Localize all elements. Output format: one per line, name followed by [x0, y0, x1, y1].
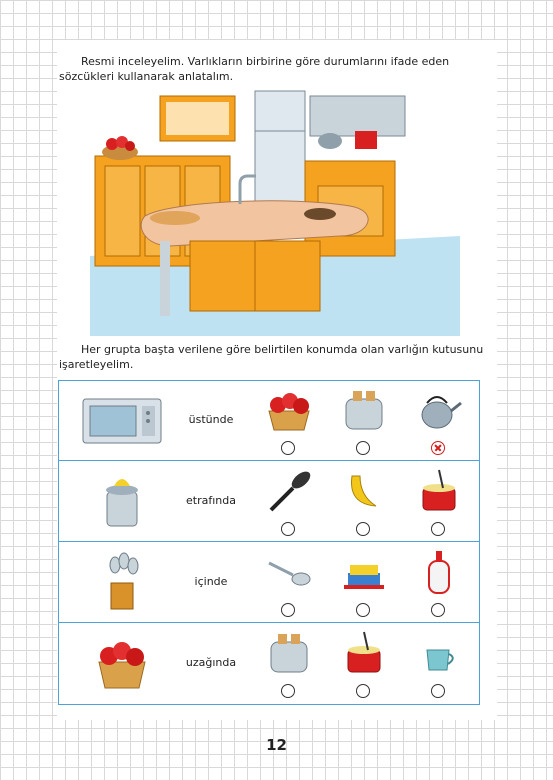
option-3[interactable]	[409, 385, 469, 459]
answer-radio[interactable]	[281, 684, 295, 698]
fruit-basket-icon	[263, 385, 315, 435]
instruction-text: Her grupta başta verilene göre belirtilen konumda olan varlığın kutusunu işaretleyelim.	[59, 343, 484, 371]
position-word: üstünde	[188, 413, 234, 426]
toaster-icon	[338, 385, 390, 435]
toaster-icon	[263, 628, 315, 678]
cooking-pot-icon	[338, 628, 390, 678]
option-1[interactable]	[259, 385, 319, 459]
sponge-icon	[338, 547, 390, 597]
intro-text: Resmi inceleyelim. Varlıkların birbirine göre durumlarını ifade eden sözcükleri kullanarak anlatalım.	[59, 55, 450, 83]
position-word: uzağında	[185, 656, 237, 669]
juicer-icon	[77, 470, 167, 532]
cup-icon	[413, 628, 465, 678]
spatula-icon	[263, 466, 315, 516]
fruit-basket-icon	[77, 632, 167, 694]
teapot-icon	[413, 385, 465, 435]
option-3[interactable]	[409, 466, 469, 540]
answer-radio[interactable]	[431, 684, 445, 698]
answer-radio[interactable]	[356, 684, 370, 698]
option-1[interactable]	[259, 628, 319, 702]
answer-radio[interactable]	[431, 441, 445, 455]
option-2[interactable]	[334, 628, 394, 702]
answer-radio[interactable]	[356, 441, 370, 455]
soap-dispenser-icon	[413, 547, 465, 597]
position-word: etrafında	[186, 494, 236, 507]
option-2[interactable]	[334, 385, 394, 459]
option-2[interactable]	[334, 547, 394, 621]
answer-radio[interactable]	[281, 441, 295, 455]
option-3[interactable]	[409, 628, 469, 702]
option-2[interactable]	[334, 466, 394, 540]
exercise-row	[59, 462, 479, 542]
option-3[interactable]	[409, 547, 469, 621]
exercise-row	[59, 624, 479, 704]
answer-radio[interactable]	[281, 603, 295, 617]
exercise-row	[59, 543, 479, 623]
option-1[interactable]	[259, 547, 319, 621]
cooking-pot-icon	[413, 466, 465, 516]
banana-icon	[338, 466, 390, 516]
answer-radio[interactable]	[356, 522, 370, 536]
page-number: 12	[266, 736, 287, 754]
answer-radio[interactable]	[431, 603, 445, 617]
exercise-table	[58, 380, 480, 705]
microwave-icon	[77, 389, 167, 451]
answer-radio[interactable]	[281, 522, 295, 536]
exercise-row	[59, 381, 479, 461]
spoon-icon	[263, 547, 315, 597]
position-word: içinde	[194, 575, 228, 588]
answer-radio[interactable]	[356, 603, 370, 617]
option-1[interactable]	[259, 466, 319, 540]
kitchen-illustration	[90, 86, 460, 336]
utensil-holder-icon	[77, 551, 167, 613]
answer-radio[interactable]	[431, 522, 445, 536]
